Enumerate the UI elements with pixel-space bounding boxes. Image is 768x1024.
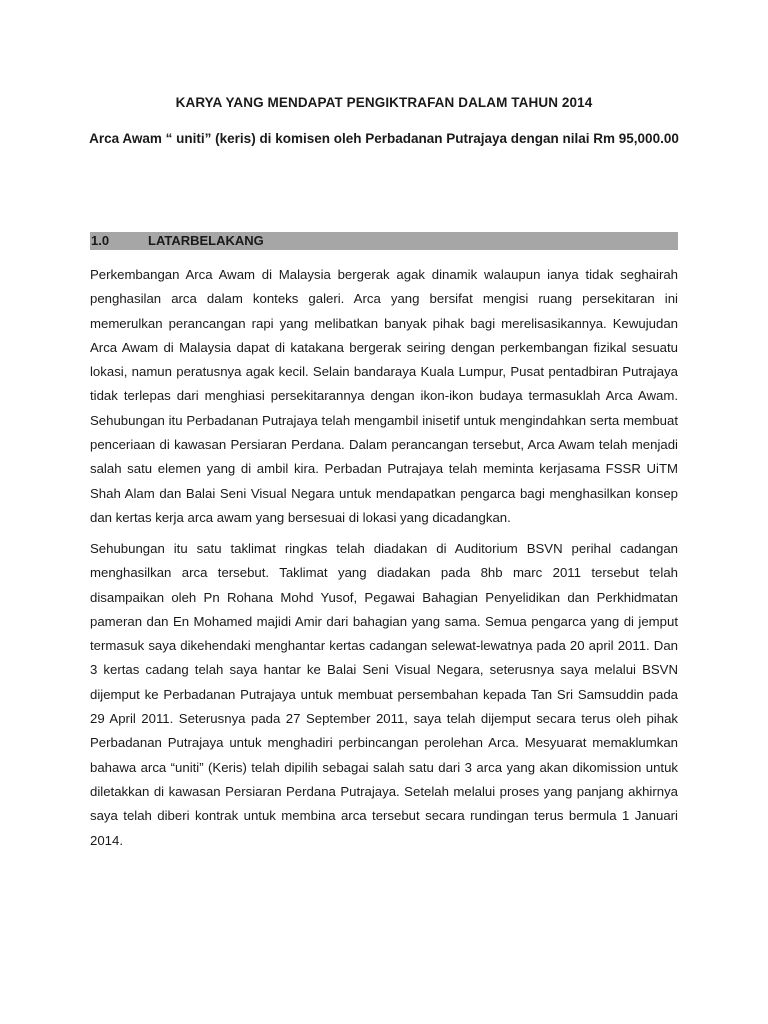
body-paragraph: Sehubungan itu satu taklimat ringkas telah diadakan di Auditorium BSVN perihal cadangan menghasilkan arca tersebut. Taklimat yang diadakan pada 8hb marc 2011 tersebut telah disampaikan oleh Pn Rohana Mohd Yusof, Pegawai Bahagian Penyelidikan dan Perkhidmatan pameran dan En Mohamed majidi Amir dari bahagian yang sama. Semua pengarca yang di jemput termasuk saya dikehendaki menghantar kertas cadangan selewat-lewatnya pada 20 april 2011. Dan 3 kertas cadang telah saya hantar ke Balai Seni Visual Negara, seterusnya saya melalui BSVN dijemput ke Perbadanan Putrajaya untuk membuat persembahan kepada Tan Sri Samsuddin pada 29 April 2011. Seterusnya pada 27 September 2011, saya telah dijemput secara terus oleh pihak Perbadanan Putrajaya untuk menghadiri perbincangan perolehan Arca. Mesyuarat memaklumkan bahawa arca “uniti” (Keris) telah dipilih sebagai salah satu dari 3 arca yang akan dikomission untuk diletakkan di kawasan Persiaran Perdana Putrajaya. Setelah melalui proses yang panjang akhirnya saya telah diberi kontrak untuk membina arca tersebut secara rundingan terus bermula 1 Januari 2014.: [90, 541, 678, 848]
section-header: [90, 232, 678, 250]
body-paragraph: Perkembangan Arca Awam di Malaysia bergerak agak dinamik walaupun ianya tidak seghairah penghasilan arca dalam konteks galeri. Arca yang bersifat mengisi ruang persekitaran ini memerulkan perancangan rapi yang melibatkan banyak pihak bagi merelisasikannya. Kewujudan Arca Awam di Malaysia dapat di katakana bergerak seiring dengan perkembangan fizikal sesuatu lokasi, namun peratusnya agak kecil. Selain bandaraya Kuala Lumpur, Pusat pentadbiran Putrajaya tidak terlepas dari menghiasi persekitarannya dengan ikon-ikon budaya termasuklah Arca Awam. Sehubungan itu Perbadanan Putrajaya telah mengambil inisetif untuk mengindahkan serta membuat penceriaan di kawasan Persiaran Perdana. Dalam perancangan tersebut, Arca Awam telah menjadi salah satu elemen yang di ambil kira. Perbadan Putrajaya telah meminta kerjasama FSSR UiTM Shah Alam dan Balai Seni Visual Negara untuk mendapatkan pengarca bagi menghasilkan konsep dan kertas kerja arca awam yang bersesuai di lokasi yang dicadangkan.: [90, 267, 678, 525]
section-number: 1.0: [91, 233, 110, 248]
document-title: KARYA YANG MENDAPAT PENGIKTRAFAN DALAM TAHUN 2014: [175, 95, 593, 110]
section-title: LATARBELAKANG: [148, 233, 264, 248]
document-subtitle: Arca Awam “ uniti” (keris) di komisen oleh Perbadanan Putrajaya dengan nilai Rm 95,000.00: [89, 131, 679, 146]
